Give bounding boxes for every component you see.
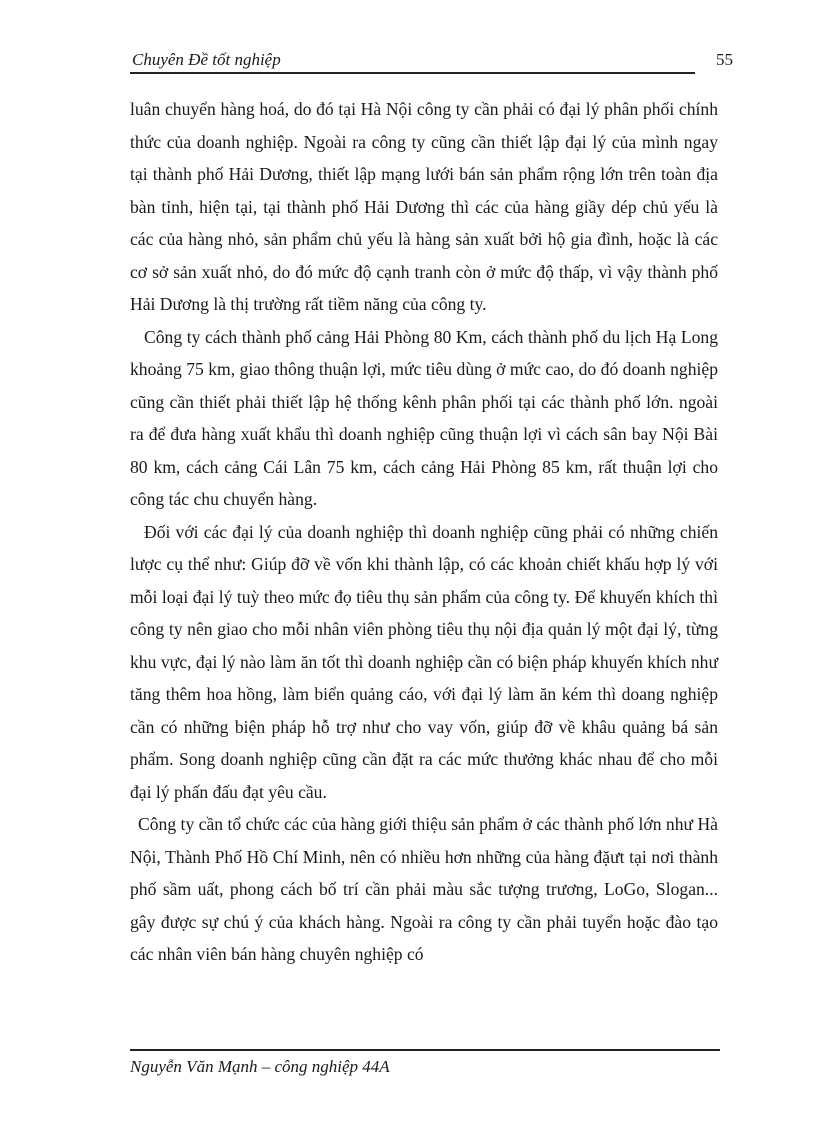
page-number: 55 xyxy=(716,50,733,69)
footer-author: Nguyễn Văn Mạnh – công nghiệp 44A xyxy=(130,1057,390,1076)
paragraph-1: luân chuyển hàng hoá, do đó tại Hà Nội công ty cần phải có đại lý phân phối chính thức của doanh nghiệp. Ngoài ra công ty cũng cần thiết lập đại lý của mình ngay tại thành phố Hải Dương, thiết lập mạng lưới bán sản phẩm rộng lớn trên toàn địa bàn tỉnh, hiện tại, tại thành phố Hải Dương thì các của hàng giầy dép chủ yếu là các của hàng nhỏ, sản phẩm chủ yếu là hàng sản xuất bởi hộ gia đình, hoặc là các cơ sở sản xuất nhỏ, do đó mức độ cạnh tranh còn ở mức độ thấp, vì vậy thành phố Hải Dương là thị trường rất tiềm năng của công ty. xyxy=(130,99,718,314)
paragraph-4: Công ty cần tổ chức các của hàng giới thiệu sản phẩm ở các thành phố lớn như Hà Nội, Thành Phố Hồ Chí Minh, nên có nhiều hơn những của hàng đặưt tại nơi thành phố sầm uất, phong cách bố trí cần phải màu sắc tượng trương, LoGo, Slogan... gây được sự chú ý của khách hàng. Ngoài ra công ty cần phải tuyển hoặc đào tạo các nhân viên bán hàng chuyên nghiệp có xyxy=(130,814,718,964)
paragraph-2: Công ty cách thành phố cảng Hải Phòng 80 Km, cách thành phố du lịch Hạ Long khoảng 75 km, giao thông thuận lợi, mức tiêu dùng ở mức cao, do đó doanh nghiệp cũng cần thiết phải thiết lập hệ thống kênh phân phối tại các thành phố lớn. ngoài ra để đưa hàng xuất khẩu thì doanh nghiệp cũng thuận lợi vì cách sân bay Nội Bài 80 km, cách cảng Cái Lân 75 km, cách cảng Hải Phòng 85 km, rất thuận lợi cho công tác chu chuyển hàng. xyxy=(130,326,718,509)
page-header xyxy=(130,48,695,74)
body-text xyxy=(130,93,718,971)
header-title: Chuyên Đề tốt nghiệp xyxy=(132,50,281,69)
paragraph-3: Đối với các đại lý của doanh nghiệp thì doanh nghiệp cũng phải có những chiến lược cụ thể như: Giúp đỡ về vốn khi thành lập, có các khoản chiết khấu hợp lý với mỗi loại đại lý tuỳ theo mức đọ tiêu thụ sản phẩm của công ty. Để khuyến khích thì công ty nên giao cho mỗi nhân viên phòng tiêu thụ nội địa quản lý một đại lý, từng khu vực, đại lý nào làm ăn tốt thì doanh nghiệp cần có biện pháp khuyến khích như tăng thêm hoa hồng, làm biển quảng cáo, với đại lý làm ăn kém thì doang nghiệp cần có những biện pháp hỗ trợ như cho vay vốn, giúp đỡ về khâu quảng bá sản phẩm. Song doanh nghiệp cũng cần đặt ra các mức thưởng khác nhau để cho mỗi đại lý phấn đấu đạt yêu cầu. xyxy=(130,521,718,802)
page-footer xyxy=(130,1049,720,1077)
